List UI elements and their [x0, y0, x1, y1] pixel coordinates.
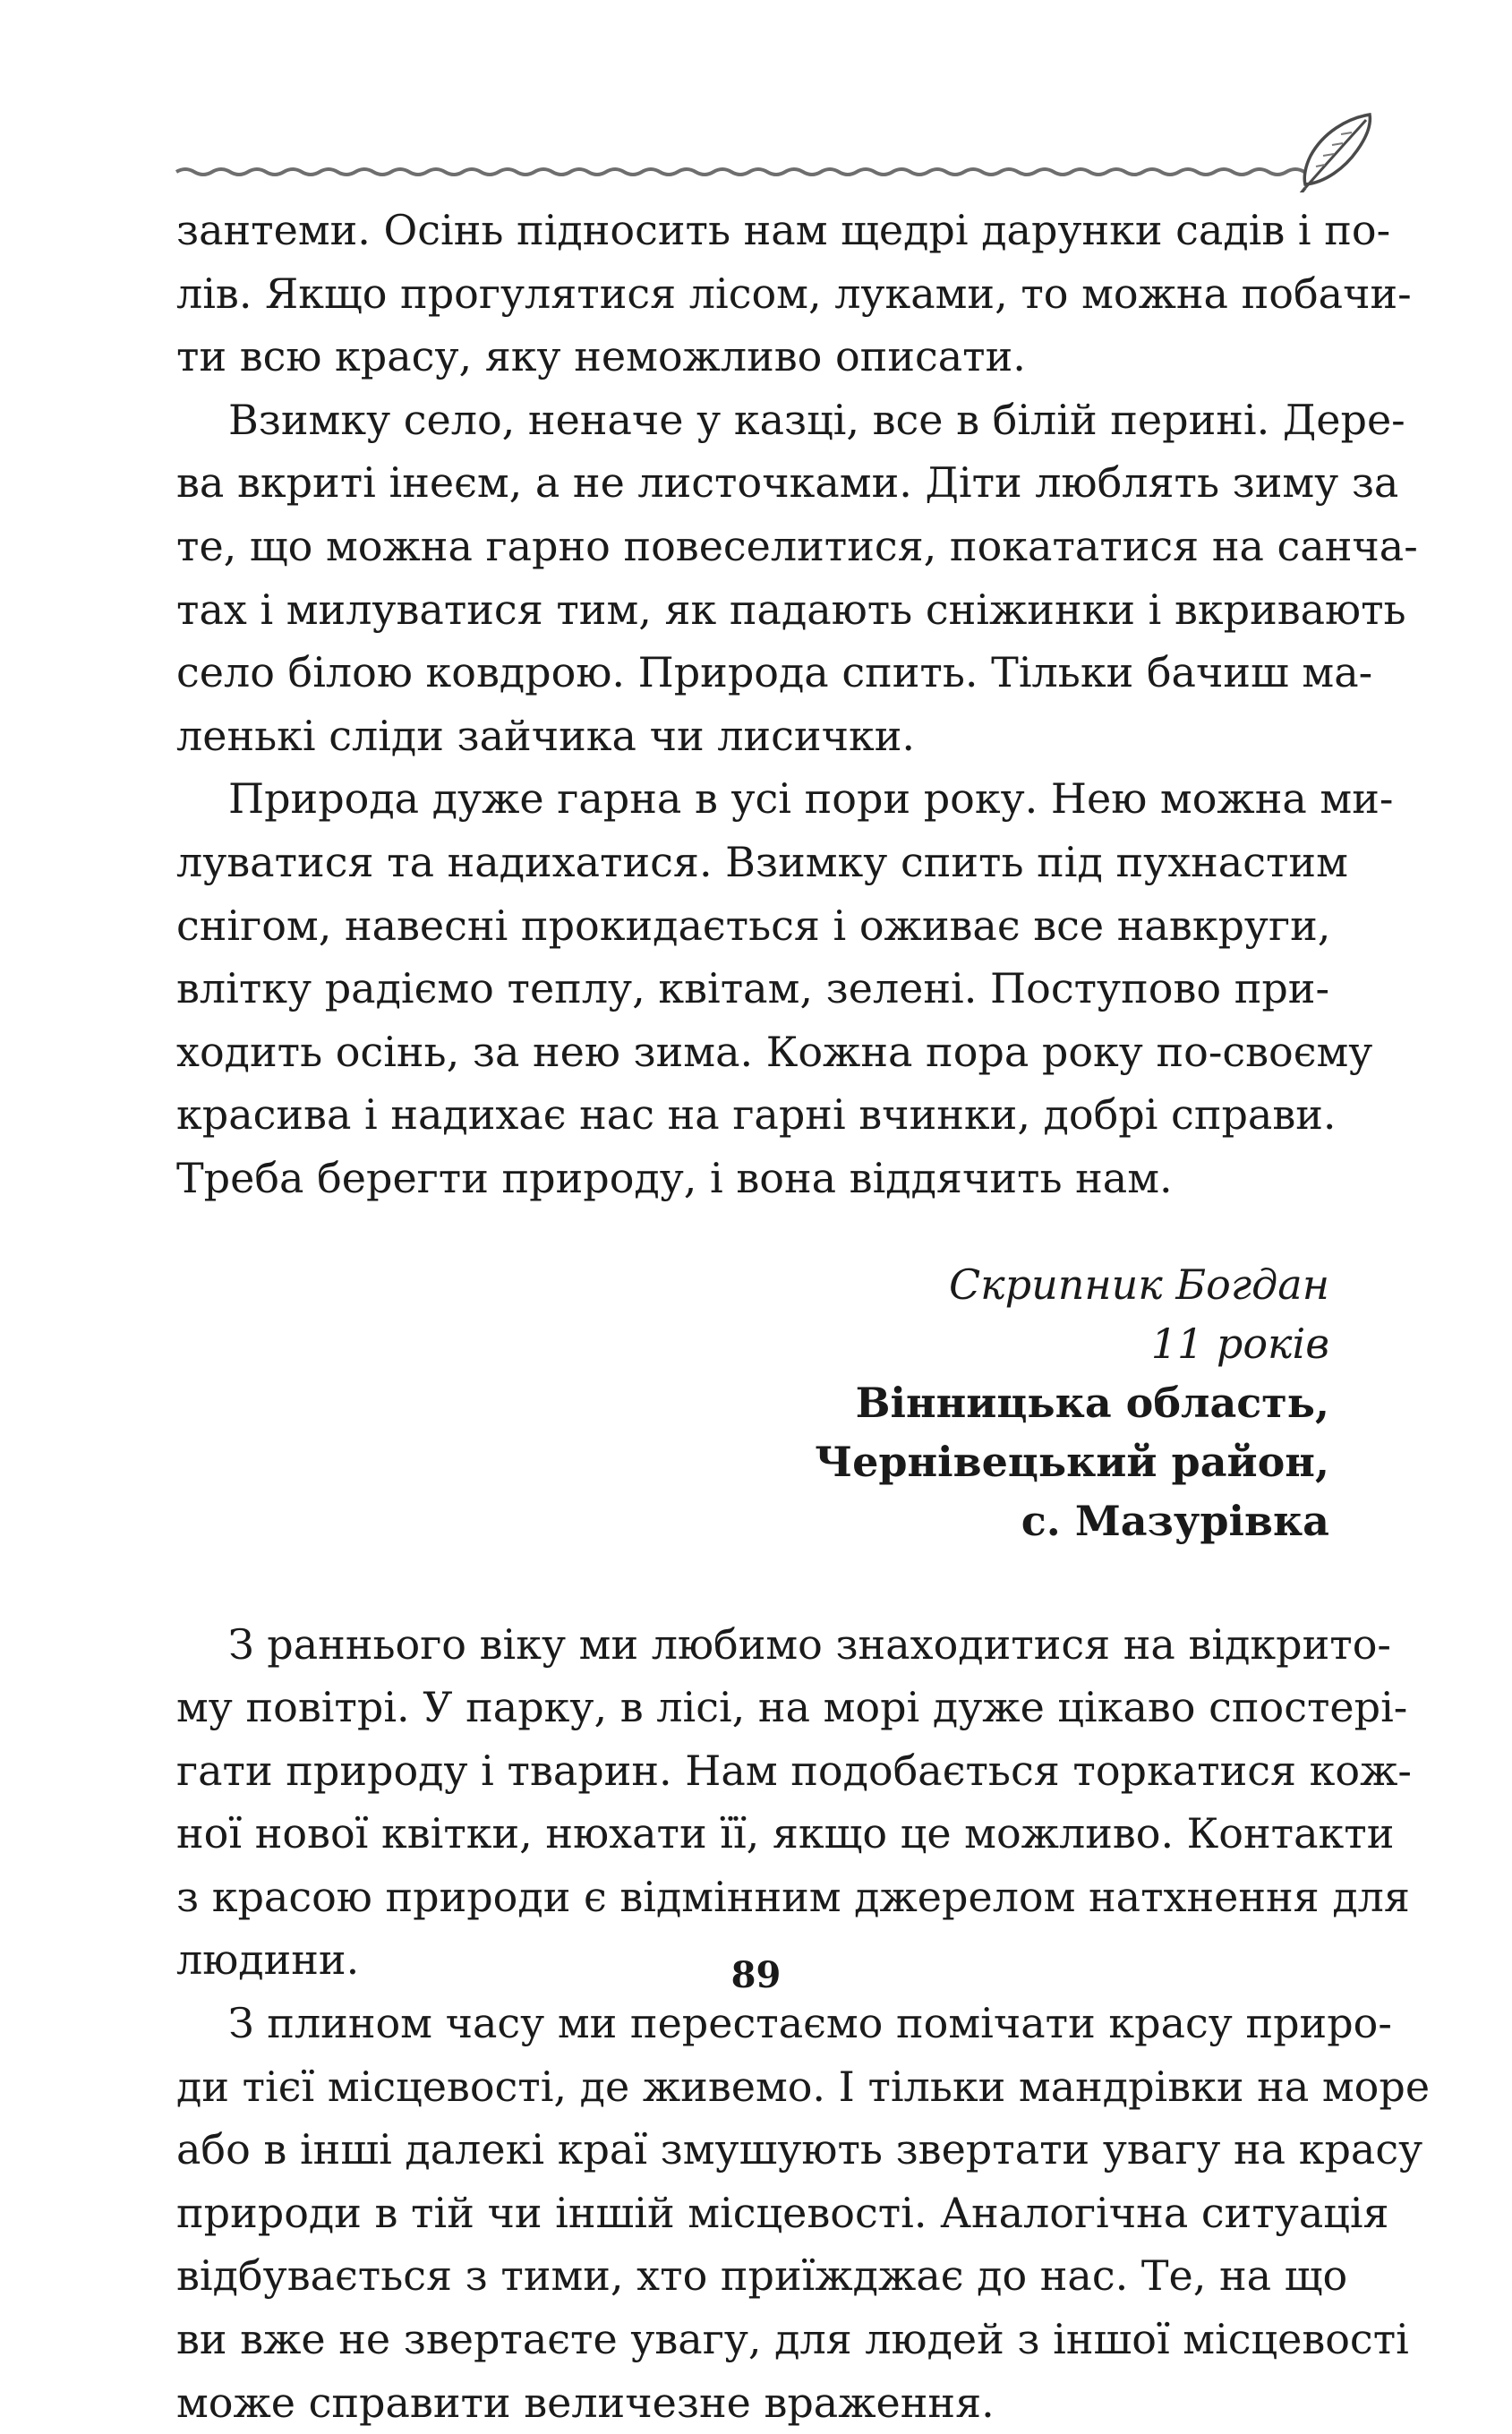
text-line: Взимку село, неначе у казці, все в білій перині. Дере- — [176, 389, 1329, 452]
paragraph — [176, 767, 1329, 1209]
text-line: людини. — [176, 1928, 1329, 1992]
author-signature — [176, 1255, 1329, 1550]
article-bottom — [176, 1613, 1329, 2434]
paragraph — [176, 389, 1329, 768]
text-line: природи в тій чи іншій місцевості. Аналогічна ситуація — [176, 2182, 1329, 2245]
text-line: ти всю красу, яку неможливо описати. — [176, 325, 1329, 389]
text-line: село білою ковдрою. Природа спить. Тільки бачиш ма- — [176, 641, 1329, 705]
feather-quill-icon — [1298, 115, 1370, 192]
article-top — [176, 199, 1329, 1210]
text-line: з красою природи є відмінним джерелом натхнення для — [176, 1866, 1329, 1929]
page-number: 89 — [0, 1954, 1512, 1996]
text-line: З плином часу ми перестаємо помічати красу приро- — [176, 1992, 1329, 2055]
text-line: гати природу і тварин. Нам подобається торкатися кож- — [176, 1739, 1329, 1803]
section-gap — [176, 1550, 1329, 1613]
text-line: влітку радіємо теплу, квітам, зелені. Поступово при- — [176, 957, 1329, 1021]
text-line: тах і милуватися тим, як падають сніжинки і вкривають — [176, 578, 1329, 642]
text-line: відбувається з тими, хто приїжджає до нас. Те, на що — [176, 2244, 1329, 2308]
wavy-line-icon — [176, 169, 1322, 175]
text-line: ної нової квітки, нюхати її, якщо це можливо. Контакти — [176, 1802, 1329, 1866]
author-village: с. Мазурівка — [176, 1491, 1329, 1550]
text-line: Треба берегти природу, і вона віддячить нам. — [176, 1147, 1329, 1210]
author-region: Вінницька область, — [176, 1373, 1329, 1432]
text-line: луватися та надихатися. Взимку спить під пухнастим — [176, 831, 1329, 894]
text-line: снігом, навесні прокидається і оживає все навкруги, — [176, 894, 1329, 958]
author-name: Скрипник Богдан — [176, 1255, 1329, 1314]
text-line: му повітрі. У парку, в лісі, на морі дуже цікаво спостері- — [176, 1676, 1329, 1739]
text-line: ленькі сліди зайчика чи лисички. — [176, 705, 1329, 768]
text-line: лів. Якщо прогулятися лісом, луками, то можна побачи- — [176, 262, 1329, 326]
text-line: З раннього віку ми любимо знаходитися на відкрито- — [176, 1613, 1329, 1677]
text-line: ди тієї місцевості, де живемо. І тільки мандрівки на море — [176, 2055, 1329, 2119]
paragraph — [176, 1613, 1329, 1993]
text-line: ва вкриті інеєм, а не листочками. Діти люблять зиму за — [176, 451, 1329, 515]
header-wave-feather-ornament — [175, 107, 1379, 192]
text-line: те, що можна гарно повеселитися, покататися на санча- — [176, 515, 1329, 578]
page-body — [176, 199, 1329, 2434]
author-age: 11 років — [176, 1314, 1329, 1373]
text-line: ви вже не звертаєте увагу, для людей з іншої місцевості — [176, 2308, 1329, 2371]
paragraph — [176, 1992, 1329, 2434]
text-line: ходить осінь, за нею зима. Кожна пора року по-своєму — [176, 1021, 1329, 1084]
text-line: красива і надихає нас на гарні вчинки, добрі справи. — [176, 1083, 1329, 1147]
paragraph — [176, 199, 1329, 389]
text-line: може справити величезне враження. — [176, 2371, 1329, 2434]
text-line: зантеми. Осінь підносить нам щедрі дарунки садів і по- — [176, 199, 1329, 262]
text-line: Природа дуже гарна в усі пори року. Нею можна ми- — [176, 767, 1329, 831]
text-line: або в інші далекі краї змушують звертати увагу на красу — [176, 2118, 1329, 2182]
author-district: Чернівецький район, — [176, 1432, 1329, 1491]
